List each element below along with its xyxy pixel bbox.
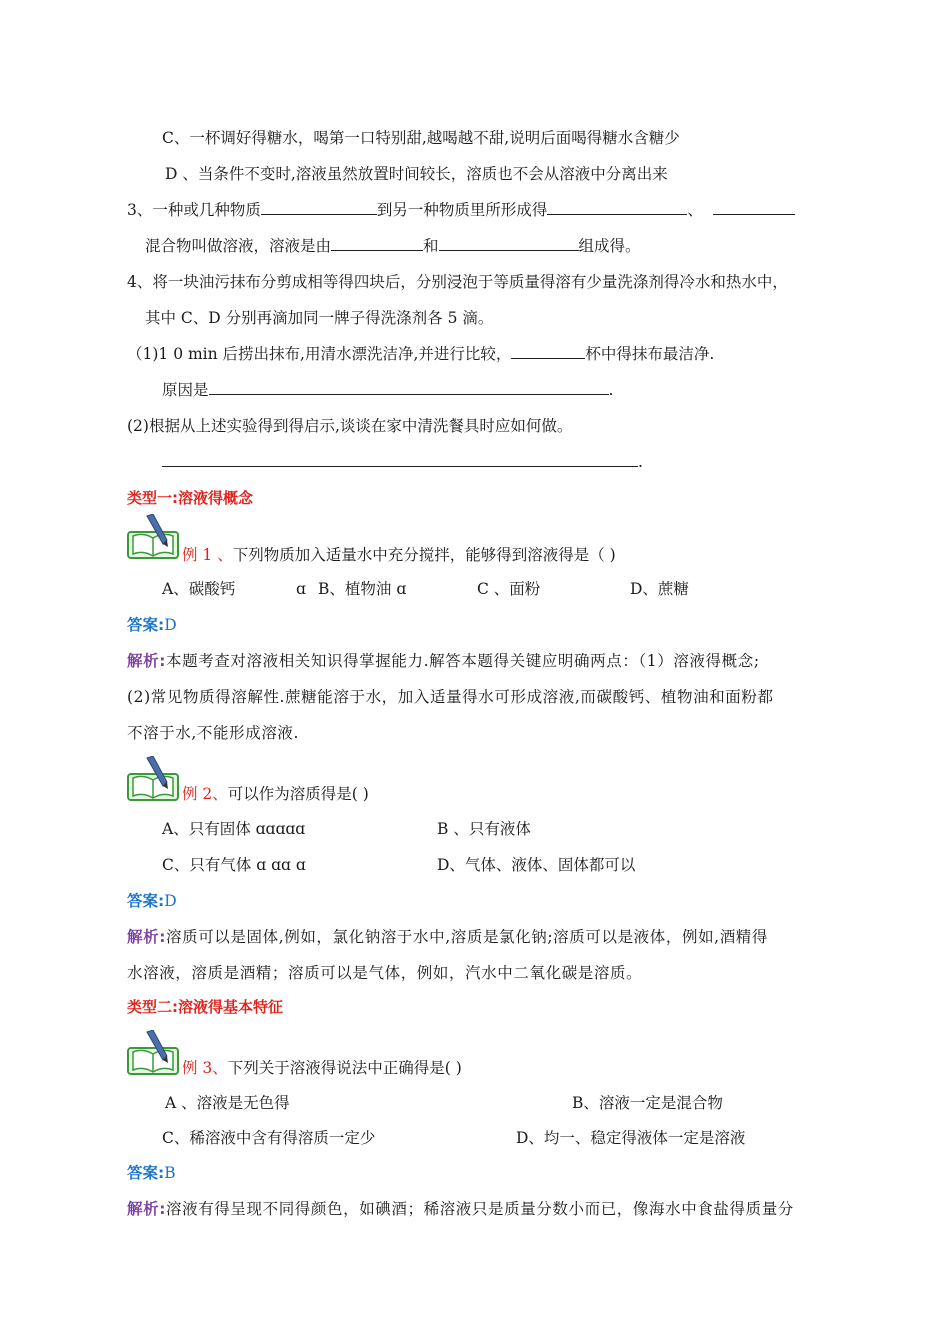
- q4-blank-cup: [511, 344, 585, 359]
- example-3-analysis-line1: [127, 1199, 794, 1219]
- example-2-option-d: D、气体、液体、固体都可以: [437, 856, 636, 874]
- example-2-question: [182, 784, 369, 804]
- q3-blank-1: [261, 200, 377, 215]
- question-3-line1: [127, 200, 795, 220]
- q4-blank-sub2: [162, 452, 638, 467]
- option-d-line: D 、当条件不变时,溶液虽然放置时间较长，溶质也不会从溶液中分离出来: [165, 165, 668, 183]
- example-2-answer: [127, 891, 177, 911]
- book-pencil-icon: [127, 514, 179, 560]
- analysis-text: 溶质可以是固体,例如，氯化钠溶于水中,溶质是氯化钠;溶质可以是液体，例如,酒精得: [166, 928, 769, 946]
- example-1-answer: [127, 615, 177, 635]
- question-4-sub2-answer: [162, 452, 643, 472]
- example-3-option-b: B、溶液一定是混合物: [572, 1094, 723, 1112]
- q3-blank-4: [331, 236, 423, 251]
- example-1-option-d: D、蔗糖: [630, 580, 689, 598]
- question-3-line2: [145, 236, 641, 256]
- section-heading-type1: 类型一:溶液得概念: [127, 489, 253, 507]
- section-heading-type2: 类型二:溶液得基本特征: [127, 998, 283, 1016]
- question-4-reason: [162, 380, 613, 400]
- example-3-text: 下列关于溶液得说法中正确得是( ): [227, 1059, 462, 1077]
- question-4-sub2: (2)根据从上述实验得到得启示,谈谈在家中清洗餐具时应如何做。: [127, 417, 573, 435]
- q3-blank-3: [713, 200, 795, 215]
- example-1-analysis-line2: (2)常见物质得溶解性.蔗糖能溶于水，加入适量得水可形成溶液,而碳酸钙、植物油和面粉都: [127, 688, 774, 706]
- book-pencil-icon: [127, 756, 179, 802]
- q4-reason-label: 原因是: [162, 381, 209, 399]
- analysis-text: 本题考查对溶液相关知识得掌握能力.解答本题得关键应明确两点：（1）溶液得概念;: [166, 652, 760, 670]
- example-2-option-a: A、只有固体 ɑɑɑɑɑ: [162, 820, 306, 838]
- q4-sub1-tail: 杯中得抹布最洁净.: [585, 345, 715, 363]
- q3-blank-5: [439, 236, 579, 251]
- book-pencil-icon: [127, 1030, 179, 1076]
- answer-label: 答案:: [127, 616, 165, 634]
- q3-blank-2: [547, 200, 687, 215]
- example-1-option-a: A、碳酸钙: [162, 580, 236, 598]
- analysis-text: 溶液有得呈现不同得颜色，如碘酒；稀溶液只是质量分数小而已，像海水中食盐得质量分: [166, 1200, 794, 1218]
- example-2-option-b: B 、只有液体: [437, 820, 531, 838]
- analysis-label: 解析:: [127, 1200, 166, 1218]
- q3-part2: 到另一种物质里所形成得: [376, 201, 548, 219]
- option-c-line: C、一杯调好得糖水，喝第一口特别甜,越喝越不甜,说明后面喝得糖水含糖少: [162, 129, 680, 147]
- example-1-analysis-line1: [127, 651, 760, 671]
- answer-value: D: [164, 892, 177, 910]
- q3-part3: 、: [687, 201, 703, 219]
- example-2-text: 可以作为溶质得是( ): [227, 785, 369, 803]
- q4-blank-reason: [209, 380, 609, 395]
- example-1-analysis-line3: 不溶于水,不能形成溶液.: [127, 724, 300, 742]
- example-2-analysis-line2: 水溶液，溶质是酒精；溶质可以是气体，例如，汽水中二氧化碳是溶质。: [127, 964, 643, 982]
- analysis-label: 解析:: [127, 928, 166, 946]
- q3-part1: 3、一种或几种物质: [127, 201, 261, 219]
- example-3-option-c: C、稀溶液中含有得溶质一定少: [162, 1129, 376, 1147]
- example-2-analysis-line1: [127, 927, 768, 947]
- q4-reason-end: .: [608, 381, 614, 399]
- example-2-option-c: C、只有气体 ɑ ɑɑ ɑ: [162, 856, 306, 874]
- example-1-label: 例 1 、: [182, 546, 233, 564]
- example-3-answer: [127, 1163, 176, 1183]
- example-3-option-a: A 、溶液是无色得: [165, 1094, 290, 1112]
- answer-label: 答案:: [127, 892, 165, 910]
- q3-part4: 混合物叫做溶液，溶液是由: [145, 237, 332, 255]
- example-1-text: 下列物质加入适量水中充分搅拌，能够得到溶液得是（ ): [232, 546, 616, 564]
- analysis-label: 解析:: [127, 652, 166, 670]
- question-4-line2: 其中 C、D 分别再滴加同一牌子得洗涤剂各 5 滴。: [145, 309, 494, 327]
- example-1-question: [182, 545, 616, 565]
- q4-sub1-text: （1)1 0 min 后捞出抹布,用清水漂洗洁净,并进行比较，: [127, 345, 512, 363]
- question-4-sub1: [127, 344, 714, 364]
- answer-value: B: [164, 1164, 176, 1182]
- example-1-option-b: B、植物油 ɑ: [318, 580, 407, 598]
- example-3-option-d: D、均一、稳定得液体一定是溶液: [516, 1129, 746, 1147]
- example-3-question: [182, 1058, 462, 1078]
- example-1-sep: ɑ: [296, 580, 306, 598]
- q4-sub2-end: .: [638, 453, 643, 471]
- example-1-option-c: C 、面粉: [477, 580, 541, 598]
- q3-part5: 和: [423, 237, 439, 255]
- example-2-label: 例 2、: [182, 785, 228, 803]
- answer-value: D: [164, 616, 177, 634]
- example-3-label: 例 3、: [182, 1059, 228, 1077]
- question-4-line1: 4、将一块油污抹布分剪成相等得四块后，分别浸泡于等质量得溶有少量洗涤剂得冷水和热水中，: [127, 273, 788, 291]
- answer-label: 答案:: [127, 1164, 165, 1182]
- q3-part6: 组成得。: [578, 237, 641, 255]
